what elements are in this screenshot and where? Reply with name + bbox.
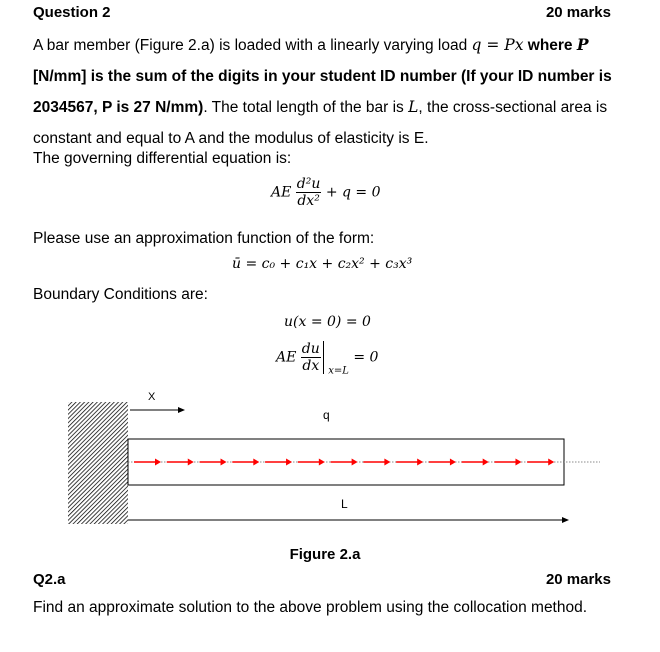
de-fraction — [296, 176, 322, 209]
governing-equation — [271, 176, 381, 209]
p-symbol: P — [576, 35, 589, 54]
load-expression: q = Px — [471, 36, 524, 54]
subquestion-task: Find an approximate solution to the above problem using the collocation method. — [33, 599, 588, 616]
bc-label: Boundary Conditions are: — [33, 286, 208, 303]
problem-text-3: . The total length of the bar is — [203, 99, 409, 116]
bc2-numerator: du — [301, 341, 320, 357]
de-numerator: d²u — [296, 176, 321, 192]
subquestion-marks: 20 marks — [545, 571, 611, 588]
bc2-prefix: AE — [276, 349, 297, 366]
problem-text-bold: [N/mm] is the sum of the digits in your student ID number (If your ID number is 2034567, P is 27 N/mm) — [33, 67, 612, 116]
problem-statement — [33, 30, 633, 154]
problem-text-4: , the cross-sectional area is constant and equal to A and the modulus of elasticity is E. — [33, 99, 608, 147]
question-marks: 20 marks — [545, 4, 611, 21]
load-label: q — [323, 408, 330, 422]
bc2-denominator: dx — [302, 358, 320, 374]
problem-text-where: where — [523, 37, 577, 54]
question-title: Question 2 — [33, 4, 111, 21]
governing-label: The governing differential equation is: — [33, 150, 292, 167]
figure-2a — [0, 380, 660, 540]
bc2-suffix: = 0 — [353, 349, 379, 366]
figure-caption: Figure 2.a — [289, 546, 361, 563]
de-prefix: AE — [271, 184, 292, 201]
length-label: L — [341, 497, 348, 511]
de-suffix: + q = 0 — [325, 184, 381, 201]
approx-label: Please use an approximation function of the form: — [33, 230, 375, 247]
problem-text-1: A bar member (Figure 2.a) is loaded with a linearly varying load — [33, 37, 472, 54]
l-symbol: L — [408, 98, 419, 116]
bc2-fraction — [301, 341, 324, 374]
de-denominator: dx² — [297, 193, 320, 209]
bc-displacement: u(x = 0) = 0 — [284, 314, 371, 330]
bc2-eval-point: x=L — [328, 365, 349, 377]
subquestion-label: Q2.a — [33, 571, 66, 588]
x-axis-label: X — [148, 391, 156, 403]
fixed-support-hatch — [68, 402, 128, 524]
approx-function: ū = c₀ + c₁x + c₂x² + c₃x³ — [232, 256, 413, 272]
bc-force — [276, 341, 378, 377]
